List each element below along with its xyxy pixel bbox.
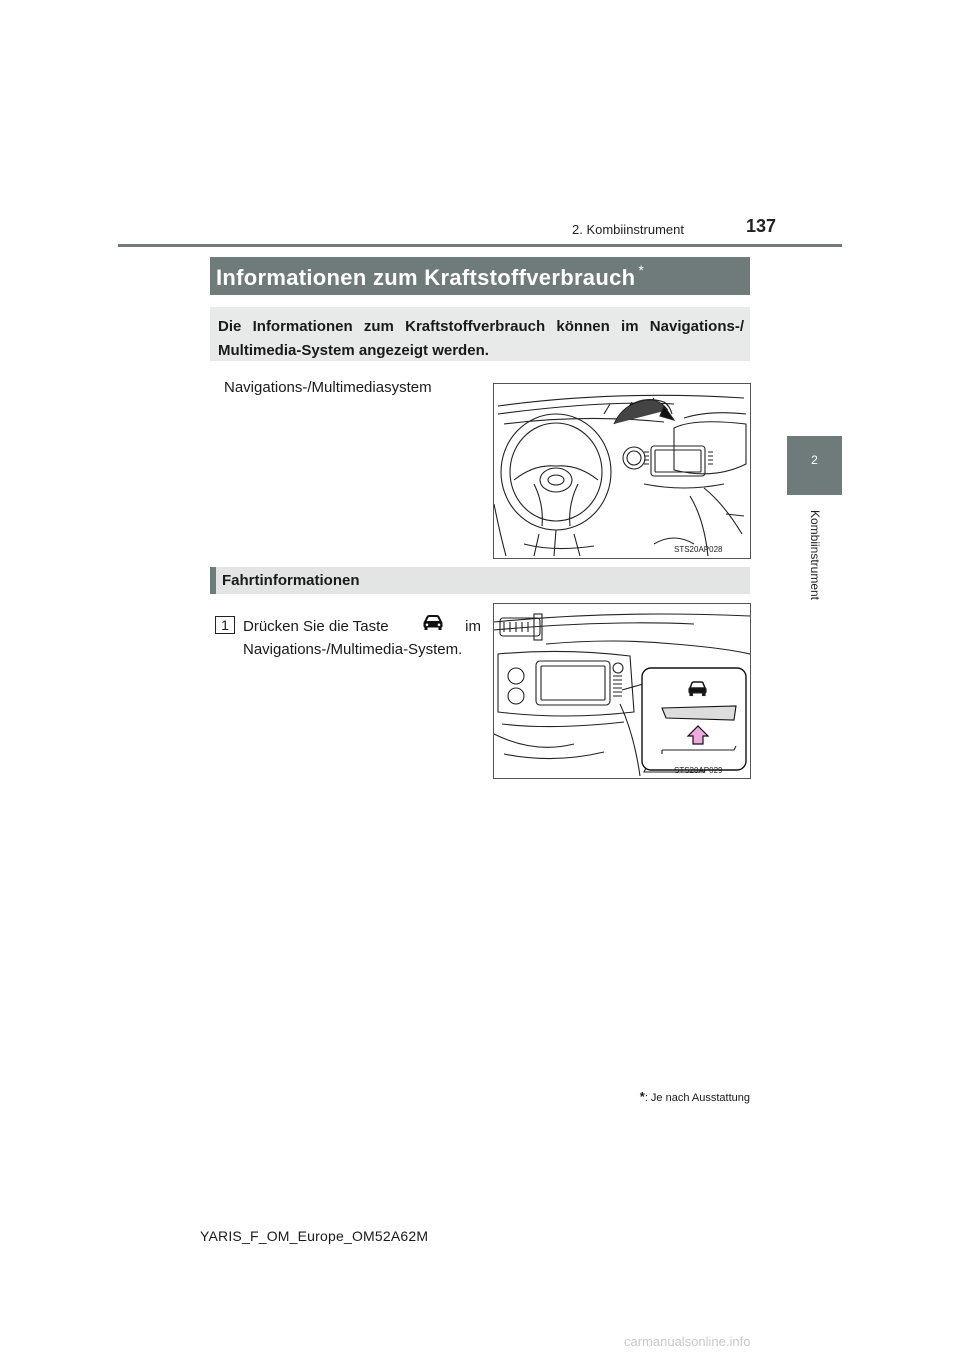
- watermark: carmanualsonline.info: [624, 1334, 751, 1349]
- page-number: 137: [745, 216, 776, 236]
- head-unit-illustration: [493, 603, 751, 779]
- equipment-mark: *: [638, 262, 645, 278]
- footnote-mark: *: [639, 1089, 645, 1104]
- step-text-before: Drücken Sie die Taste: [243, 618, 389, 635]
- step-text-line2: Navigations-/Multimedia-System.: [243, 641, 463, 658]
- chapter-tab-number: 2: [811, 453, 818, 467]
- document-id: YARIS_F_OM_Europe_OM52A62M: [200, 1228, 429, 1244]
- dashboard-illustration: [493, 383, 751, 559]
- chapter-tab-label: [806, 500, 824, 610]
- step-text-after: im: [465, 618, 481, 635]
- footnote-text: : Je nach Ausstattung: [644, 1092, 750, 1104]
- footnote: [560, 1089, 750, 1104]
- chapter-tab-label-text: Kombiinstrument: [808, 509, 822, 601]
- intro-text: Die Informationen zum Kraftstoffverbrauch können im Navigations-/ Multimedia-System angezeigt werden.: [218, 318, 744, 359]
- car-icon: [421, 614, 445, 632]
- figure-code: STS20AP028: [674, 545, 723, 554]
- section-title: [216, 262, 736, 291]
- section-title-text: Informationen zum Kraftstoffverbrauch: [216, 265, 636, 290]
- subsection-title: Fahrtinformationen: [222, 572, 360, 589]
- running-header-section: 2. Kombiinstrument: [572, 222, 684, 237]
- header-rule: [118, 244, 842, 247]
- figure-code: STS20AP029: [674, 766, 723, 775]
- step-number: 1: [215, 616, 235, 634]
- navigation-system-label: Navigations-/Multimediasystem: [224, 379, 432, 396]
